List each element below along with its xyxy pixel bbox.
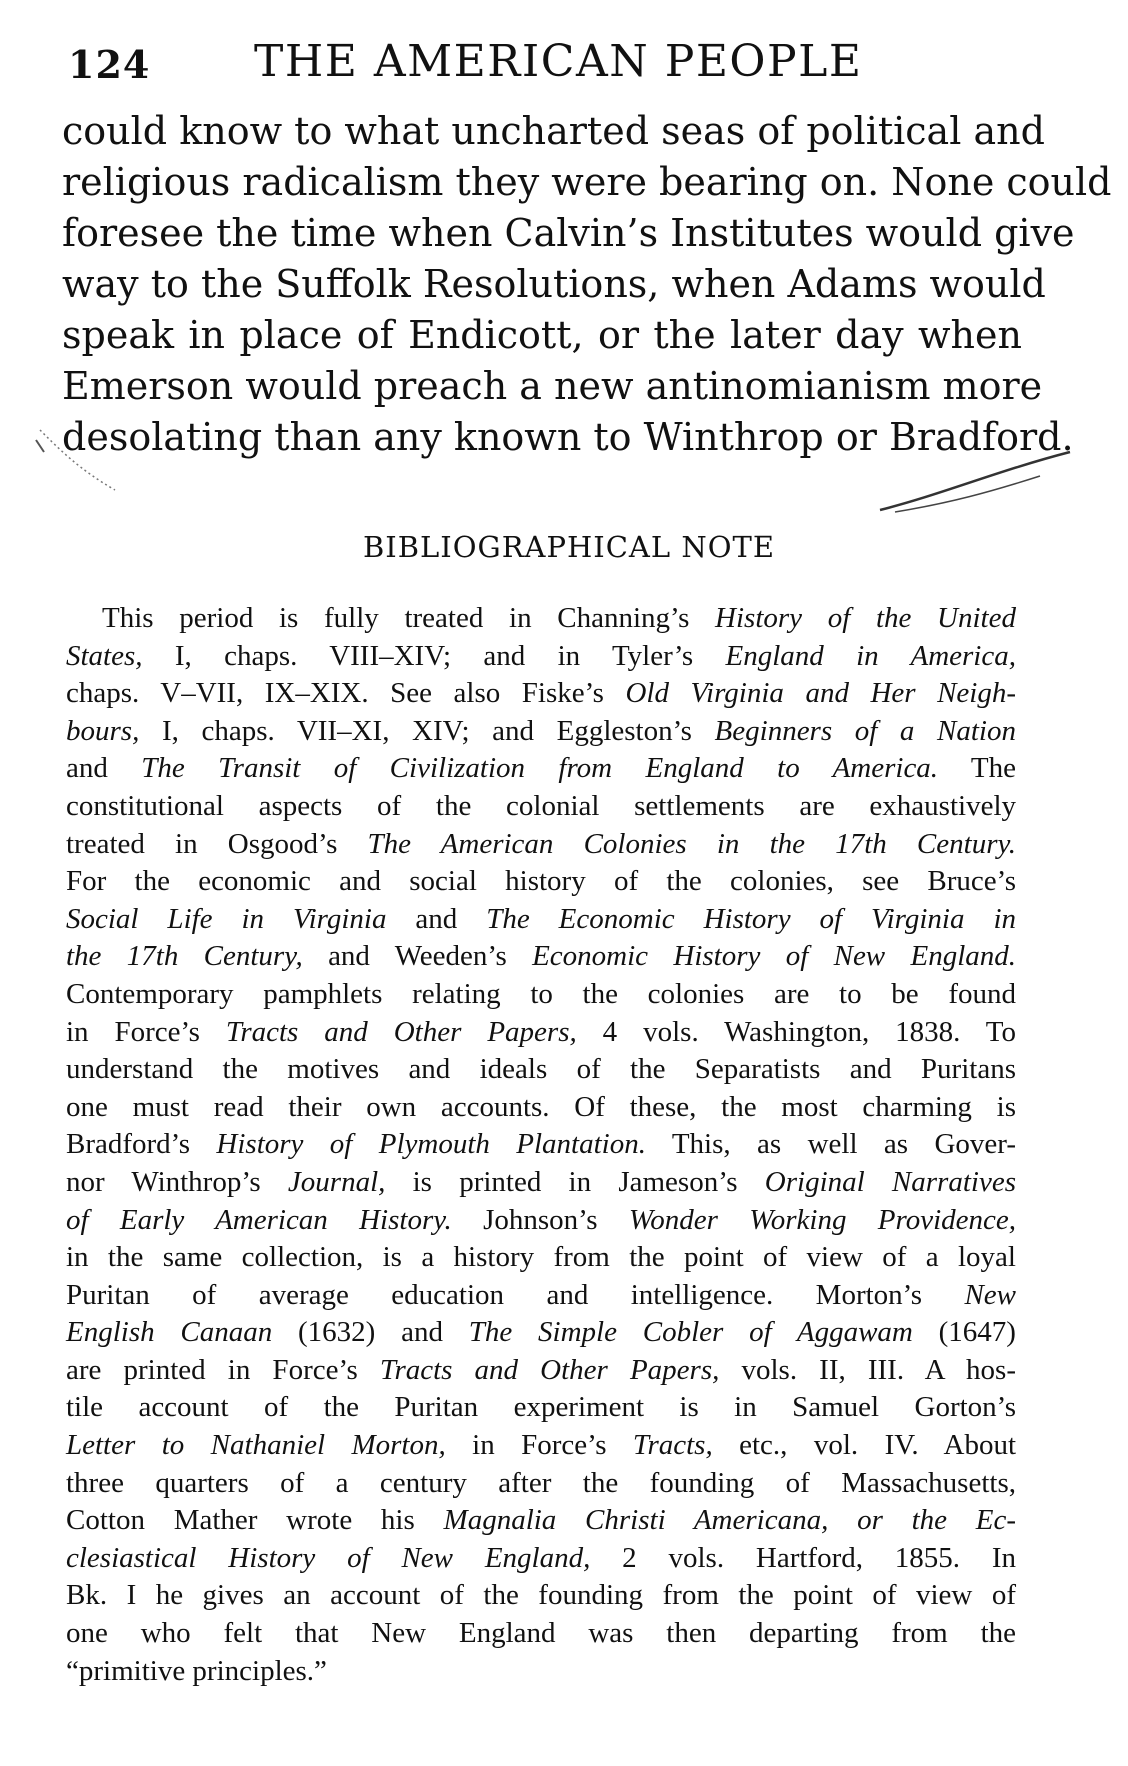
italic-title: Magnalia Christi Americana, or the Ec- — [443, 1504, 1016, 1537]
note-text-run: This, as well as Gover- — [645, 1128, 1016, 1161]
body-line: foresee the time when Calvin’s Institutes would give — [62, 211, 1075, 255]
italic-title: Tracts and Other Papers, — [379, 1353, 720, 1386]
note-text-run: I, chaps. VII–XI, XIV; and Eggleston’s — [139, 714, 715, 747]
note-line — [66, 750, 1016, 788]
note-line — [66, 638, 1016, 676]
body-line: religious radicalism they were bearing on. None could — [62, 160, 1112, 204]
note-line — [66, 788, 1016, 826]
italic-title: English Canaan — [66, 1316, 273, 1349]
note-text-run: (1632) and — [272, 1316, 469, 1349]
italic-title: Economic History of New England. — [532, 940, 1017, 973]
note-line — [66, 1239, 1016, 1277]
italic-title: The Transit of Civilization from England to America. — [141, 752, 939, 785]
note-line — [66, 1352, 1016, 1390]
note-line — [66, 1277, 1016, 1315]
note-text-run: is printed in Jameson’s — [385, 1165, 765, 1198]
italic-title: Social Life in Virginia — [66, 902, 387, 935]
note-line — [66, 863, 1016, 901]
italic-title: Tracts and Other Papers, — [225, 1015, 577, 1048]
italic-title: clesiastical History of New England, — [66, 1541, 591, 1574]
italic-title: Letter to Nathaniel Morton, — [66, 1429, 446, 1462]
body-line: could know to what uncharted seas of political and — [62, 109, 1045, 153]
pencil-annotation — [0, 0, 1128, 560]
note-line — [66, 1164, 1016, 1202]
italic-title: the 17th Century, — [66, 940, 303, 973]
note-text-run: understand the motives and ideals of the Separatists and Puritans — [66, 1053, 1016, 1086]
note-text-run: in Force’s — [445, 1429, 633, 1462]
note-line — [66, 1389, 1016, 1427]
note-text-run: I, chaps. VIII–XIV; and in Tyler’s — [142, 639, 726, 672]
section-heading — [0, 530, 1128, 564]
note-text-run: nor Winthrop’s — [66, 1165, 288, 1198]
note-text-run: Johnson’s — [451, 1203, 629, 1236]
body-line: speak in place of Endicott, or the later day when — [62, 313, 1022, 357]
italic-title: Tracts, — [632, 1429, 713, 1462]
note-text-run: vols. II, III. A hos- — [719, 1353, 1016, 1386]
note-text-run: one who felt that New England was then departing from the — [66, 1617, 1016, 1650]
note-line — [66, 1126, 1016, 1164]
note-line — [66, 1577, 1016, 1615]
italic-title: Original Narratives — [764, 1165, 1016, 1198]
note-line — [66, 938, 1016, 976]
note-text-run: three quarters of a century after the founding of Massachusetts, — [66, 1466, 1016, 1499]
italic-title: Journal, — [287, 1165, 386, 1198]
note-text-run: 4 vols. Washington, 1838. To — [576, 1015, 1016, 1048]
note-line — [66, 1051, 1016, 1089]
note-text-run: Contemporary pamphlets relating to the colonies are to be found — [66, 977, 1016, 1010]
note-line — [66, 1089, 1016, 1127]
note-line — [66, 976, 1016, 1014]
italic-title: The Simple Cobler of Aggawam — [468, 1316, 913, 1349]
note-text-run: This period is fully treated in Channing’s — [102, 602, 716, 634]
italic-title: England in America, — [725, 639, 1016, 672]
body-line: desolating than any known to Winthrop or Bradford. — [62, 415, 1074, 459]
note-text-run: etc., vol. IV. About — [712, 1429, 1016, 1462]
note-text-run: chaps. V–VII, IX–XIX. See also Fiske’s — [66, 677, 626, 710]
italic-title: History of the United — [715, 602, 1016, 634]
note-line — [66, 1314, 1016, 1352]
italic-title: bours, — [66, 714, 140, 747]
note-line — [66, 1427, 1016, 1465]
note-line — [66, 1465, 1016, 1503]
note-text-run: are printed in Force’s — [66, 1353, 380, 1386]
note-line — [66, 1014, 1016, 1052]
note-line — [66, 600, 1016, 638]
italic-title: of Early American History. — [66, 1203, 452, 1236]
italic-title: States, — [66, 639, 143, 672]
note-text-run: Bk. I he gives an account of the founding from the point of view of — [66, 1579, 1016, 1612]
italic-title: History of Plymouth Plantation. — [216, 1128, 646, 1161]
note-line — [66, 1502, 1016, 1540]
note-text-run: and — [66, 752, 142, 785]
note-line — [66, 675, 1016, 713]
note-line — [66, 713, 1016, 751]
italic-title: Wonder Working Providence, — [628, 1203, 1016, 1236]
note-text-run: Bradford’s — [66, 1128, 217, 1161]
page-number: 124 — [68, 42, 151, 87]
note-text-run: one must read their own accounts. Of these, the most charming is — [66, 1090, 1016, 1123]
note-text-run: in the same collection, is a history from the point of view of a loyal — [66, 1241, 1016, 1274]
note-text-run: Puritan of average education and intelligence. Morton’s — [66, 1278, 965, 1311]
body-line: way to the Suffolk Resolutions, when Adams would — [62, 262, 1046, 306]
note-text-run: and Weeden’s — [302, 940, 533, 973]
note-text-run: tile account of the Puritan experiment is in Samuel Gorton’s — [66, 1391, 1016, 1424]
italic-title: Old Virginia and Her Neigh- — [625, 677, 1016, 710]
note-text-run: in Force’s — [66, 1015, 226, 1048]
italic-title: Beginners of a Nation — [714, 714, 1016, 747]
note-line — [66, 1615, 1016, 1653]
note-text-run: “primitive principles.” — [66, 1654, 327, 1687]
section-heading-text: BIBLIOGRAPHICAL NOTE — [362, 530, 776, 564]
italic-title: The American Colonies in the 17th Century. — [367, 827, 1016, 860]
bibliographical-note — [66, 600, 1016, 1690]
italic-title: The Economic History of Virginia in — [486, 902, 1016, 935]
note-text-run: and — [386, 902, 487, 935]
note-text-run: (1647) — [912, 1316, 1016, 1349]
note-text-run: The — [938, 752, 1017, 785]
note-line — [66, 1540, 1016, 1578]
running-head: THE AMERICAN PEOPLE — [254, 36, 863, 87]
note-text-run: treated in Osgood’s — [66, 827, 368, 860]
body-line: Emerson would preach a new antinomianism more — [62, 364, 1043, 408]
note-text-run: constitutional aspects of the colonial settlements are exhaustively — [66, 789, 1016, 822]
note-text-run: 2 vols. Hartford, 1855. In — [590, 1541, 1017, 1574]
note-text-run: Cotton Mather wrote his — [66, 1504, 444, 1537]
note-line — [66, 1653, 1016, 1691]
note-text-run: For the economic and social history of the colonies, see Bruce’s — [66, 865, 1016, 898]
note-line — [66, 901, 1016, 939]
note-line — [66, 1202, 1016, 1240]
italic-title: New — [964, 1278, 1016, 1311]
note-line — [66, 826, 1016, 864]
